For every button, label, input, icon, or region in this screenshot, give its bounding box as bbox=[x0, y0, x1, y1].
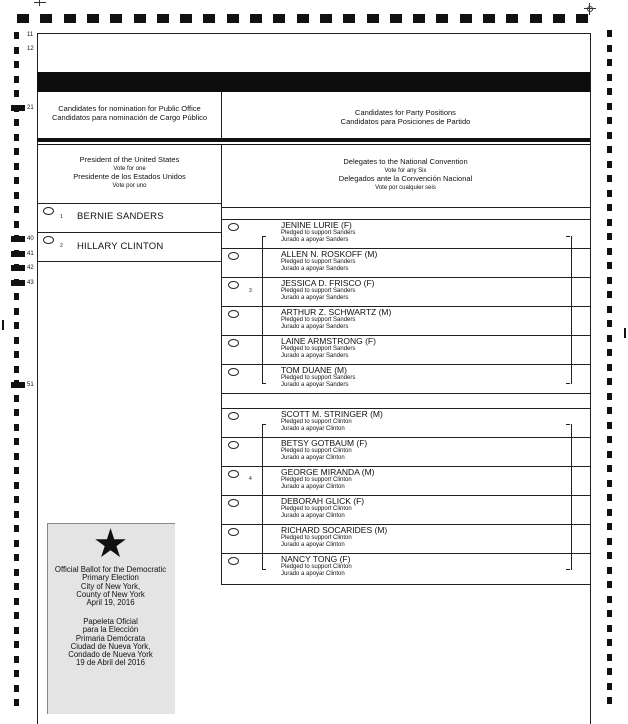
delegate-name: JENINE LURIE (F) bbox=[281, 220, 352, 230]
timing-mark-left bbox=[14, 134, 19, 141]
edge-tick bbox=[2, 320, 4, 330]
timing-mark-row bbox=[11, 236, 25, 242]
delegate-title-es: Delegados ante la Convención Nacional bbox=[338, 174, 473, 183]
timing-mark-right bbox=[607, 393, 612, 400]
timing-mark-left bbox=[14, 76, 19, 83]
timing-mark-right bbox=[607, 219, 612, 226]
timing-mark-row bbox=[11, 265, 25, 271]
delegate-pledge-es: Jurado a apoyar Clinton bbox=[281, 455, 345, 461]
timing-mark-left bbox=[14, 221, 19, 228]
header-rule-thin bbox=[37, 144, 590, 145]
timing-mark-left bbox=[14, 32, 19, 39]
delegate-rule bbox=[222, 248, 590, 249]
timing-mark-right bbox=[607, 335, 612, 342]
delegate-pledge-en: Pledged to support Clinton bbox=[281, 564, 352, 570]
timing-mark-left bbox=[14, 496, 19, 503]
timing-mark-top bbox=[343, 14, 355, 23]
delegate-pledge-es: Jurado a apoyar Sanders bbox=[281, 237, 349, 243]
timing-mark-left bbox=[14, 554, 19, 561]
delegate-pledge-en: Pledged to support Sanders bbox=[281, 375, 356, 381]
timing-mark-right bbox=[607, 364, 612, 371]
timing-mark-left bbox=[14, 177, 19, 184]
timing-mark-right bbox=[607, 639, 612, 646]
timing-mark-top bbox=[87, 14, 99, 23]
star-icon: ★ bbox=[92, 521, 129, 567]
timing-mark-top bbox=[134, 14, 146, 23]
delegate-name: NANCY TONG (F) bbox=[281, 554, 351, 564]
timing-mark-right bbox=[607, 320, 612, 327]
timing-mark-right bbox=[607, 697, 612, 704]
delegate-rule bbox=[222, 495, 590, 496]
delegate-pledge-es: Jurado a apoyar Clinton bbox=[281, 426, 345, 432]
delegate-name: TOM DUANE (M) bbox=[281, 365, 347, 375]
delegate-rule bbox=[222, 408, 590, 409]
delegate-title-en: Delegates to the National Convention bbox=[343, 157, 468, 166]
timing-mark-left bbox=[14, 641, 19, 648]
timing-mark-left bbox=[14, 337, 19, 344]
timing-mark-right bbox=[607, 262, 612, 269]
delegate-name: RICHARD SOCARIDES (M) bbox=[281, 525, 388, 535]
delegate-pledge-en: Pledged to support Clinton bbox=[281, 419, 352, 425]
delegate-rule bbox=[222, 437, 590, 438]
timing-mark-top bbox=[273, 14, 285, 23]
delegate-rule bbox=[222, 335, 590, 336]
bracket-tick bbox=[566, 383, 570, 384]
timing-mark-top bbox=[506, 14, 518, 23]
official-ballot-line: Ciudad de Nueva York, bbox=[70, 641, 151, 651]
timing-mark-top bbox=[390, 14, 402, 23]
timing-mark-left bbox=[14, 569, 19, 576]
vote-oval-delegate[interactable] bbox=[228, 223, 239, 231]
delegate-rule bbox=[222, 364, 590, 365]
row-label-41: 41 bbox=[27, 251, 34, 257]
timing-mark-top bbox=[576, 14, 588, 23]
delegate-rule bbox=[222, 466, 590, 467]
timing-mark-right bbox=[607, 596, 612, 603]
row-label-40: 40 bbox=[27, 236, 34, 242]
timing-mark-right bbox=[607, 103, 612, 110]
timing-mark-left bbox=[14, 685, 19, 692]
bracket-tick bbox=[262, 383, 266, 384]
timing-mark-top bbox=[320, 14, 332, 23]
timing-mark-left bbox=[14, 119, 19, 126]
delegate-pledge-es: Jurado a apoyar Clinton bbox=[281, 571, 345, 577]
timing-mark-left bbox=[14, 670, 19, 677]
timing-mark-top bbox=[64, 14, 76, 23]
timing-mark-left bbox=[14, 366, 19, 373]
timing-mark-left bbox=[14, 699, 19, 706]
timing-mark-top bbox=[436, 14, 448, 23]
delegate-rule bbox=[222, 584, 590, 585]
row-label-21: 21 bbox=[27, 105, 34, 111]
timing-mark-right bbox=[607, 480, 612, 487]
delegate-name: ALLEN N. ROSKOFF (M) bbox=[281, 249, 378, 259]
timing-mark-right bbox=[607, 277, 612, 284]
bracket-tick bbox=[262, 569, 266, 570]
timing-mark-left bbox=[14, 627, 19, 634]
timing-mark-left bbox=[14, 438, 19, 445]
timing-mark-right bbox=[607, 74, 612, 81]
timing-mark-row bbox=[11, 251, 25, 257]
timing-mark-right bbox=[607, 407, 612, 414]
timing-mark-left bbox=[14, 308, 19, 315]
timing-mark-right bbox=[607, 132, 612, 139]
delegate-pledge-es: Jurado a apoyar Clinton bbox=[281, 484, 345, 490]
official-ballot-line: 19 de Abril del 2016 bbox=[76, 658, 145, 668]
timing-mark-top bbox=[250, 14, 262, 23]
row-label-43: 43 bbox=[27, 280, 34, 286]
timing-mark-left bbox=[14, 467, 19, 474]
timing-mark-right bbox=[607, 88, 612, 95]
vote-oval-delegate[interactable] bbox=[228, 281, 239, 289]
delegate-name: JESSICA D. FRISCO (F) bbox=[281, 278, 375, 288]
president-contest-header bbox=[38, 156, 221, 190]
timing-mark-right bbox=[607, 581, 612, 588]
crosshair-top-left bbox=[34, 0, 46, 6]
party-positions-header bbox=[222, 108, 589, 126]
timing-mark-right bbox=[607, 451, 612, 458]
delegate-name: DEBORAH GLICK (F) bbox=[281, 496, 365, 506]
timing-mark-top bbox=[157, 14, 169, 23]
president-title-en: President of the United States bbox=[79, 155, 180, 164]
timing-mark-top bbox=[553, 14, 565, 23]
vote-oval-delegate[interactable] bbox=[228, 499, 239, 507]
timing-mark-right bbox=[607, 204, 612, 211]
delegate-pledge-en: Pledged to support Clinton bbox=[281, 506, 352, 512]
public-office-header-es: Candidatos para nominación de Cargo Público bbox=[51, 113, 208, 122]
timing-mark-right bbox=[607, 146, 612, 153]
delegate-rule bbox=[222, 219, 590, 220]
timing-mark-right bbox=[607, 291, 612, 298]
timing-mark-right bbox=[607, 306, 612, 313]
timing-mark-left bbox=[14, 322, 19, 329]
vote-oval-delegate[interactable] bbox=[228, 339, 239, 347]
delegate-rule bbox=[222, 393, 590, 394]
delegate-pledge-es: Jurado a apoyar Sanders bbox=[281, 324, 349, 330]
timing-mark-row bbox=[11, 105, 25, 111]
timing-mark-left bbox=[14, 482, 19, 489]
timing-mark-right bbox=[607, 45, 612, 52]
delegate-name: ARTHUR Z. SCHWARTZ (M) bbox=[281, 307, 392, 317]
timing-mark-right bbox=[607, 30, 612, 37]
official-ballot-line: Official Ballot for the Democratic bbox=[54, 565, 167, 574]
timing-mark-right bbox=[607, 494, 612, 501]
timing-mark-left bbox=[14, 163, 19, 170]
president-instr-en: Vote for one bbox=[113, 165, 146, 172]
delegate-pledge-en: Pledged to support Clinton bbox=[281, 477, 352, 483]
timing-mark-left bbox=[14, 540, 19, 547]
official-ballot-spanish bbox=[47, 618, 174, 668]
timing-mark-right bbox=[607, 59, 612, 66]
delegate-name: SCOTT M. STRINGER (M) bbox=[281, 409, 383, 419]
timing-mark-left bbox=[14, 583, 19, 590]
delegate-rule bbox=[222, 553, 590, 554]
timing-mark-left bbox=[14, 192, 19, 199]
timing-mark-left bbox=[14, 61, 19, 68]
row-label-51: 51 bbox=[27, 382, 34, 388]
delegate-instr-es: Vote por cualquier seis bbox=[375, 184, 436, 191]
timing-mark-left bbox=[14, 424, 19, 431]
timing-mark-left bbox=[14, 47, 19, 54]
delegate-pledge-en: Pledged to support Sanders bbox=[281, 346, 356, 352]
row-label-11: 11 bbox=[27, 32, 34, 38]
timing-mark-top bbox=[40, 14, 52, 23]
bracket-tick bbox=[566, 236, 570, 237]
header-rule-thick bbox=[37, 138, 590, 142]
timing-mark-right bbox=[607, 233, 612, 240]
timing-mark-right bbox=[607, 349, 612, 356]
vote-oval-delegate[interactable] bbox=[228, 412, 239, 420]
vote-oval-delegate[interactable] bbox=[228, 368, 239, 376]
contest-divider bbox=[221, 145, 222, 585]
delegate-rule bbox=[222, 306, 590, 307]
timing-mark-right bbox=[607, 654, 612, 661]
timing-mark-right bbox=[607, 117, 612, 124]
timing-mark-left bbox=[14, 511, 19, 518]
timing-mark-right bbox=[607, 567, 612, 574]
delegate-pledge-en: Pledged to support Clinton bbox=[281, 448, 352, 454]
delegate-pledge-es: Jurado a apoyar Sanders bbox=[281, 353, 349, 359]
delegate-rule bbox=[222, 207, 590, 208]
timing-mark-top bbox=[203, 14, 215, 23]
timing-mark-top bbox=[483, 14, 495, 23]
timing-mark-left bbox=[14, 612, 19, 619]
timing-mark-top bbox=[413, 14, 425, 23]
timing-mark-right bbox=[607, 610, 612, 617]
timing-mark-right bbox=[607, 523, 612, 530]
row-label-12: 12 bbox=[27, 46, 34, 52]
timing-mark-row bbox=[11, 382, 25, 388]
timing-mark-top bbox=[460, 14, 472, 23]
delegate-pledge-es: Jurado a apoyar Clinton bbox=[281, 513, 345, 519]
official-ballot-line: Condado de Nueva York bbox=[68, 650, 153, 660]
timing-mark-left bbox=[14, 409, 19, 416]
public-office-header-en: Candidates for nomination for Public Office bbox=[58, 104, 201, 113]
official-ballot-line: County of New York bbox=[76, 589, 145, 599]
president-row-rule bbox=[37, 261, 222, 262]
timing-mark-left bbox=[14, 525, 19, 532]
party-positions-header-en: Candidates for Party Positions bbox=[355, 108, 456, 117]
row-label-42: 42 bbox=[27, 265, 34, 271]
delegate-pledge-en: Pledged to support Sanders bbox=[281, 230, 356, 236]
timing-mark-right bbox=[607, 422, 612, 429]
official-ballot-line: City of New York, bbox=[80, 581, 141, 591]
delegate-instr-en: Vote for any Six bbox=[384, 167, 427, 174]
timing-mark-right bbox=[607, 378, 612, 385]
header-band bbox=[37, 72, 590, 92]
candidate-number: 2 bbox=[60, 243, 63, 249]
delegate-pledge-en: Pledged to support Sanders bbox=[281, 259, 356, 265]
bracket-tick bbox=[262, 424, 266, 425]
official-ballot-line: April 19, 2016 bbox=[86, 598, 135, 608]
timing-mark-right bbox=[607, 552, 612, 559]
timing-mark-right bbox=[607, 625, 612, 632]
timing-mark-row bbox=[11, 280, 25, 286]
timing-mark-right bbox=[607, 436, 612, 443]
delegate-rule bbox=[222, 277, 590, 278]
bracket-tick bbox=[262, 236, 266, 237]
timing-mark-right bbox=[607, 161, 612, 168]
president-row-rule bbox=[37, 203, 222, 204]
timing-mark-top bbox=[227, 14, 239, 23]
vote-oval-delegate[interactable] bbox=[228, 252, 239, 260]
delegate-pledge-es: Jurado a apoyar Sanders bbox=[281, 266, 349, 272]
vote-oval-bernie-sanders[interactable] bbox=[43, 207, 54, 215]
timing-mark-left bbox=[14, 293, 19, 300]
delegate-name: GEORGE MIRANDA (M) bbox=[281, 467, 375, 477]
timing-mark-top bbox=[17, 14, 29, 23]
vote-oval-delegate[interactable] bbox=[228, 528, 239, 536]
timing-mark-right bbox=[607, 538, 612, 545]
timing-mark-left bbox=[14, 453, 19, 460]
delegate-name: LAINE ARMSTRONG (F) bbox=[281, 336, 376, 346]
timing-mark-top bbox=[110, 14, 122, 23]
timing-mark-top bbox=[297, 14, 309, 23]
timing-mark-right bbox=[607, 248, 612, 255]
edge-tick bbox=[624, 328, 626, 338]
timing-mark-top bbox=[180, 14, 192, 23]
timing-mark-top bbox=[367, 14, 379, 23]
timing-mark-right bbox=[607, 190, 612, 197]
official-ballot-english bbox=[47, 566, 174, 607]
candidate-number: 1 bbox=[60, 214, 63, 220]
delegate-pledge-es: Jurado a apoyar Sanders bbox=[281, 382, 349, 388]
vote-oval-delegate[interactable] bbox=[228, 470, 239, 478]
official-ballot-line: para la Elección bbox=[82, 625, 139, 635]
delegate-pledge-es: Jurado a apoyar Sanders bbox=[281, 295, 349, 301]
vote-oval-hillary-clinton[interactable] bbox=[43, 236, 54, 244]
timing-mark-right bbox=[607, 465, 612, 472]
timing-mark-right bbox=[607, 668, 612, 675]
timing-mark-left bbox=[14, 148, 19, 155]
timing-mark-top bbox=[530, 14, 542, 23]
official-ballot-line: Primaria Demócrata bbox=[75, 633, 146, 643]
delegate-pledge-en: Pledged to support Sanders bbox=[281, 288, 356, 294]
delegate-rule bbox=[222, 524, 590, 525]
group-number-3: 3 bbox=[249, 288, 252, 294]
timing-mark-right bbox=[607, 175, 612, 182]
delegate-pledge-en: Pledged to support Clinton bbox=[281, 535, 352, 541]
group-number-4: 4 bbox=[249, 476, 252, 482]
timing-mark-left bbox=[14, 206, 19, 213]
president-row-rule bbox=[37, 232, 222, 233]
timing-mark-left bbox=[14, 351, 19, 358]
delegate-pledge-en: Pledged to support Sanders bbox=[281, 317, 356, 323]
timing-mark-left bbox=[14, 598, 19, 605]
official-ballot-line: Papeleta Oficial bbox=[83, 617, 138, 626]
bracket-tick bbox=[566, 569, 570, 570]
official-ballot-line: Primary Election bbox=[82, 573, 139, 583]
timing-mark-right bbox=[607, 509, 612, 516]
vote-oval-delegate[interactable] bbox=[228, 441, 239, 449]
bracket-tick bbox=[566, 424, 570, 425]
candidate-name-bernie-sanders: BERNIE SANDERS bbox=[77, 211, 164, 222]
party-positions-header-es: Candidatos para Posiciones de Partido bbox=[340, 117, 471, 126]
timing-mark-left bbox=[14, 90, 19, 97]
vote-oval-delegate[interactable] bbox=[228, 310, 239, 318]
timing-mark-left bbox=[14, 395, 19, 402]
president-instr-es: Vote por uno bbox=[112, 182, 147, 189]
timing-mark-left bbox=[14, 656, 19, 663]
delegate-name: BETSY GOTBAUM (F) bbox=[281, 438, 368, 448]
delegate-pledge-es: Jurado a apoyar Clinton bbox=[281, 542, 345, 548]
timing-mark-right bbox=[607, 683, 612, 690]
delegate-contest-header bbox=[222, 158, 589, 192]
candidate-name-hillary-clinton: HILLARY CLINTON bbox=[77, 241, 164, 252]
public-office-header bbox=[38, 104, 221, 122]
president-title-es: Presidente de los Estados Unidos bbox=[73, 172, 186, 181]
vote-oval-delegate[interactable] bbox=[228, 557, 239, 565]
